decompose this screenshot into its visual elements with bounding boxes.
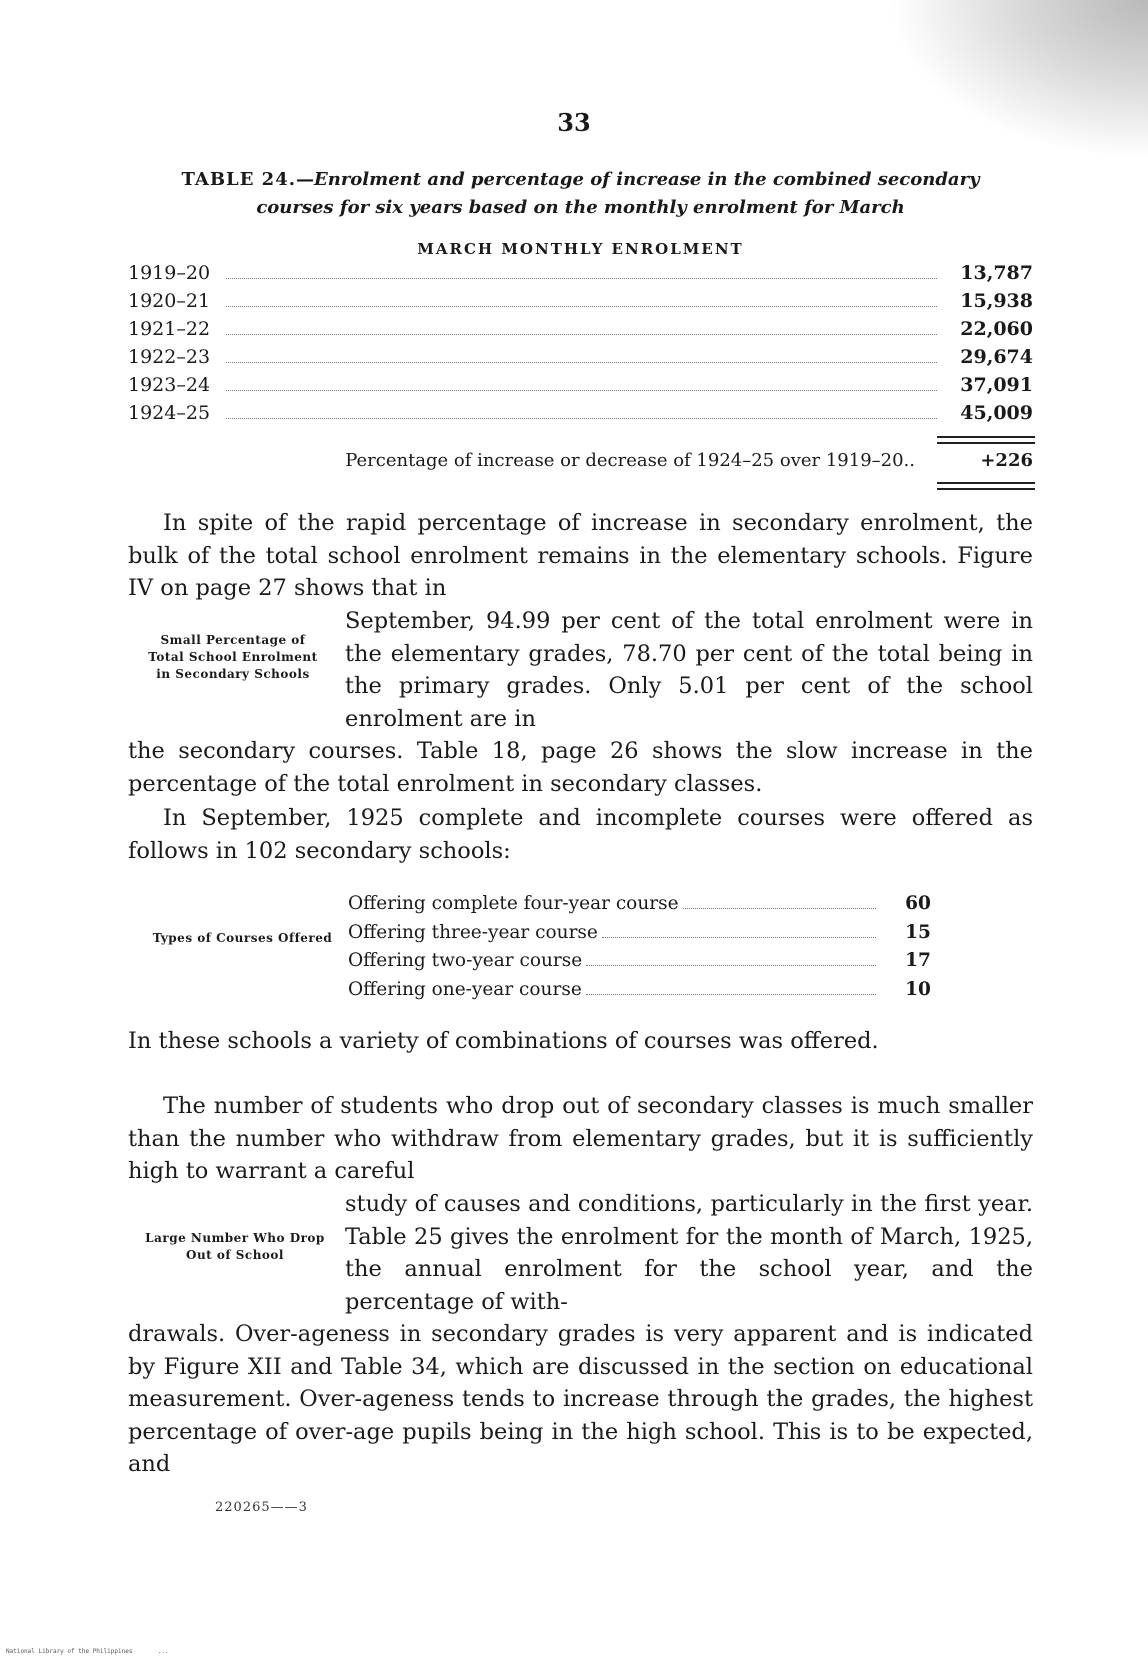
course-count: 10 (905, 978, 931, 1000)
margin-note-small-percentage: Small Percentage of Total School Enrolment in Secondary Schools (148, 633, 318, 681)
footer-code: 220265——3 (215, 1500, 308, 1515)
table-row (128, 346, 1033, 374)
margin-note-types-of-courses: Types of Courses Offered (152, 931, 333, 945)
paragraph-3: In these schools a variety of combinations of courses was offered. (128, 1028, 879, 1054)
course-row (348, 922, 948, 951)
table-caption (128, 166, 1033, 222)
percentage-value: +226 (980, 450, 1033, 471)
course-row (348, 950, 948, 979)
dot-leader (602, 925, 876, 938)
course-count: 15 (905, 921, 931, 943)
course-label: Offering one-year course (348, 978, 582, 1000)
row-value: 45,009 (960, 402, 1033, 424)
course-list (348, 893, 948, 1007)
dot-leader (226, 378, 937, 391)
dot-leader (586, 982, 876, 995)
table-caption-line2: courses for six years based on the monthly enrolment for March (256, 197, 905, 218)
page-number: 33 (557, 108, 591, 137)
paragraph-1-wrapped: September, 94.99 per cent of the total enrolment were in the elementary grades, 78.70 per cent of the total being in the primary grades. Only 5.01 per cent of the school enrolment are in (345, 608, 1033, 732)
percentage-row (128, 450, 1033, 471)
row-year: 1922–23 (128, 346, 211, 368)
table-row (128, 262, 1033, 290)
row-year: 1921–22 (128, 318, 211, 340)
row-value: 15,938 (960, 290, 1033, 312)
margin-note-large-number: Large Number Who Drop Out of School (145, 1231, 325, 1262)
row-value: 29,674 (960, 346, 1033, 368)
table-row (128, 318, 1033, 346)
paragraph-2: In September, 1925 complete and incomplete courses were offered as follows in 102 secondary schools: (128, 805, 1033, 864)
course-count: 60 (905, 893, 931, 914)
course-label: Offering complete four-year course (348, 893, 679, 914)
table-bottom-rule (937, 482, 1035, 490)
paragraph-1-intro: In spite of the rapid percentage of increase in secondary enrolment, the bulk of the total school enrolment remains in the elementary schools. Figure IV on page 27 shows that in (128, 510, 1033, 601)
paragraph-4-tail: drawals. Over-ageness in secondary grades is very apparent and is indicated by Figure XII and Table 34, which are discussed in the section on educational measurement. Over-ageness tends to increase through the grades, the highest percentage of over-age pupils being in the high school. This is to be expected, and (128, 1321, 1033, 1477)
dot-leader (226, 350, 937, 363)
dot-leader (226, 294, 937, 307)
table-row (128, 374, 1033, 402)
table-caption-line1: —Enrolment and percentage of increase in the combined secondary (296, 169, 980, 190)
percentage-label: Percentage of increase or decrease of 1924–25 over 1919–20.. (345, 450, 915, 471)
table-total-rule (937, 436, 1035, 444)
dot-leader (226, 322, 937, 335)
course-label: Offering two-year course (348, 950, 583, 971)
row-year: 1919–20 (128, 262, 211, 284)
dot-leader (683, 896, 876, 909)
dot-leader (586, 953, 876, 966)
enrolment-table (128, 262, 1033, 430)
row-value: 22,060 (960, 318, 1033, 340)
course-row (348, 979, 948, 1008)
dot-leader (226, 406, 937, 419)
table-subheading: MARCH MONTHLY ENROLMENT (417, 240, 744, 258)
row-year: 1923–24 (128, 374, 211, 396)
library-footer: National Library of the Philippines ... (6, 1648, 169, 1655)
table-label: TABLE 24. (181, 169, 297, 190)
course-label: Offering three-year course (348, 921, 598, 943)
table-row (128, 290, 1033, 318)
table-row (128, 402, 1033, 430)
paragraph-1-tail: the secondary courses. Table 18, page 26 shows the slow increase in the percentage of the total enrolment in secondary classes. (128, 738, 1033, 797)
row-value: 37,091 (960, 374, 1033, 396)
dot-leader (226, 266, 937, 279)
paragraph-4-intro: The number of students who drop out of secondary classes is much smaller than the number who withdraw from elementary grades, but it is sufficiently high to warrant a careful (128, 1093, 1033, 1184)
row-year: 1924–25 (128, 402, 211, 424)
row-value: 13,787 (960, 262, 1033, 284)
course-row (348, 893, 948, 922)
row-year: 1920–21 (128, 290, 211, 312)
paragraph-4-wrapped: study of causes and conditions, particularly in the first year. Table 25 gives the enrolment for the month of March, 1925, the annual enrolment for the school year, and the percentage of with- (345, 1191, 1033, 1315)
course-count: 17 (905, 950, 931, 971)
